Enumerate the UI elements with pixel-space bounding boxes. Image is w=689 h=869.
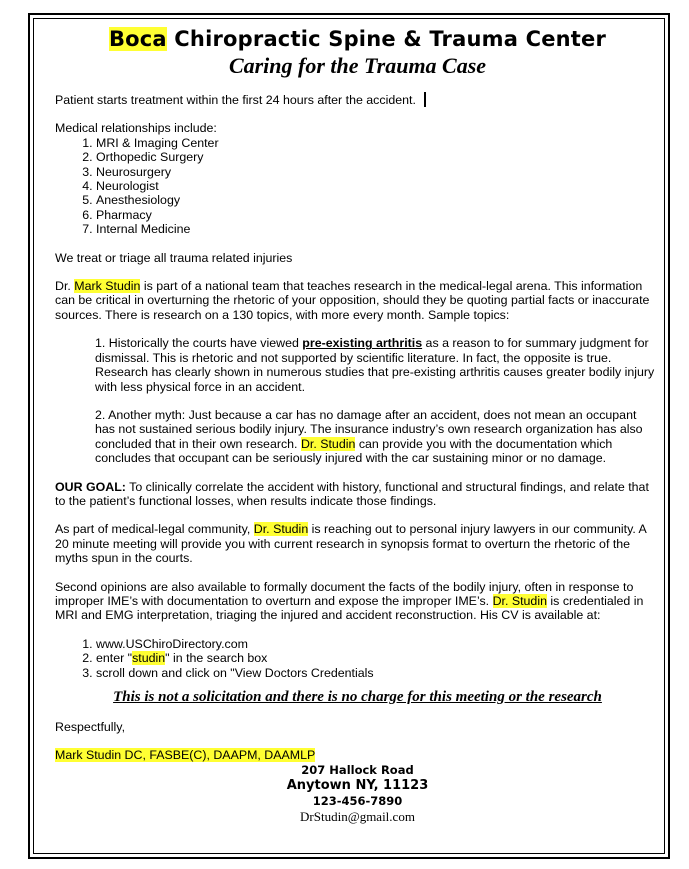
doctor-name-highlight: Mark Studin — [74, 279, 141, 294]
topic-2-paragraph — [95, 408, 656, 466]
doctor-name-highlight: Dr. Studin — [492, 593, 547, 608]
spacer — [55, 107, 660, 121]
topic-1-term: pre-existing arthritis — [302, 336, 423, 351]
goal-paragraph — [55, 480, 660, 509]
list-item: 1. MRI & Imaging Center — [96, 136, 660, 150]
research-pre: Dr. — [55, 279, 75, 294]
spacer — [55, 322, 660, 336]
doctor-name-highlight: Dr. Studin — [253, 522, 309, 537]
spacer — [55, 265, 660, 279]
triage-paragraph: We treat or triage all trauma related injuries — [55, 250, 293, 265]
spacer — [55, 623, 660, 637]
topic-2-post: can provide you with the documentation which concludes that occupant can be seriously injured with the car sustaining minor or no damage. — [95, 436, 613, 466]
list-item: 5. Anesthesiology — [96, 193, 660, 207]
address-block — [55, 763, 660, 825]
list-item: 7. Internal Medicine — [96, 222, 660, 236]
text-cursor — [424, 92, 426, 107]
second-post: is credentialed in MRI and EMG interpretation, triaging the injured and accident reconstruction. His CV is available at: — [55, 593, 644, 623]
address-city: Anytown NY, 11123 — [286, 777, 429, 793]
list-item: 6. Pharmacy — [96, 208, 660, 222]
signature-line — [55, 748, 660, 762]
intro-text: Patient starts treatment within the first 24 hours after the accident. — [55, 93, 416, 107]
goal-text: To clinically correlate the accident with history, functional and structural findings, and relate that to the patient’s functional losses, when results indicate those findings. — [55, 479, 649, 508]
document-body — [55, 25, 660, 825]
address-email: DrStudin@gmail.com — [300, 808, 415, 824]
second-opinion-paragraph — [55, 580, 660, 623]
intro-paragraph — [55, 92, 660, 107]
title-rest: Chiropractic Spine & Trauma Center — [166, 27, 607, 51]
spacer — [55, 734, 660, 748]
document-title — [55, 25, 660, 53]
spacer — [55, 237, 660, 251]
list-item: 2. Orthopedic Surgery — [96, 150, 660, 164]
spacer — [55, 466, 660, 480]
research-paragraph — [55, 279, 660, 322]
spacer — [55, 566, 660, 580]
search-term-highlight: studin — [132, 651, 166, 666]
topic-2-pre: 2. Another myth: Just because a car has no damage after an accident, does not mean an occupant has not sustained serious bodily injury. The insurance industry’s own research organization has also concluded that in their own research. — [95, 407, 643, 451]
topic-1-pre: 1. Historically the courts have viewed — [95, 336, 303, 351]
closing-text: Respectfully, — [55, 720, 126, 734]
step-2-pre: enter " — [96, 651, 133, 666]
step-2-post: " in the search box — [165, 651, 268, 666]
list-item: 1. www.USChiroDirectory.com — [96, 637, 660, 651]
notice-line: This is not a solicitation and there is no charge for this meeting or the research — [113, 689, 602, 705]
relationships-heading: Medical relationships include: — [55, 121, 217, 136]
goal-label: OUR GOAL: — [55, 479, 126, 494]
document-subtitle: Caring for the Trauma Case — [228, 53, 487, 78]
doctor-name-highlight: Dr. Studin — [300, 436, 356, 451]
list-item — [96, 651, 660, 665]
research-post: is part of a national team that teaches research in the medical-legal arena. This information can be critical in overturning the rhetoric of your opposition, should they be quoting partial facts or inaccurate sources. There is research on a 130 topics, with more every month. Sample topics: — [55, 279, 650, 322]
relationships-list — [55, 136, 660, 237]
cv-steps-list — [55, 637, 660, 680]
spacer — [55, 508, 660, 522]
title-highlight: Boca — [108, 27, 167, 51]
community-pre: As part of medical-legal community, — [55, 522, 254, 537]
list-item: 3. scroll down and click on "View Doctors Credentials — [96, 666, 660, 680]
address-phone: 123-456-7890 — [312, 793, 403, 808]
topic-1-paragraph — [95, 336, 656, 394]
community-paragraph — [55, 522, 660, 565]
topic-1-post: as a reason to for summary judgment for dismissal. This is rhetoric and not supported by scientific literature. In fact, the opposite is true. Research has clearly shown in numerous studies that pre-existing arthritis causes greater bodily injury with less physical force in an accident. — [95, 336, 655, 394]
signature-name: Mark Studin DC, FASBE(C), DAAPM, DAAMLP — [55, 748, 316, 763]
address-street: 207 Hallock Road — [301, 762, 414, 777]
spacer — [55, 680, 660, 688]
second-pre: Second opinions are also available to formally document the facts of the bodily injury, often in response to improper IME’s with documentation to overturn and expose the improper IME’s. — [55, 579, 634, 608]
list-item: 4. Neurologist — [96, 179, 660, 193]
list-item: 3. Neurosurgery — [96, 165, 660, 179]
spacer — [55, 394, 660, 408]
community-post: is reaching out to personal injury lawyers in our community. A 20 minute meeting will provide you with current research in synopsis format to overturn the rhetoric of the myths spun in the courts. — [55, 522, 647, 566]
